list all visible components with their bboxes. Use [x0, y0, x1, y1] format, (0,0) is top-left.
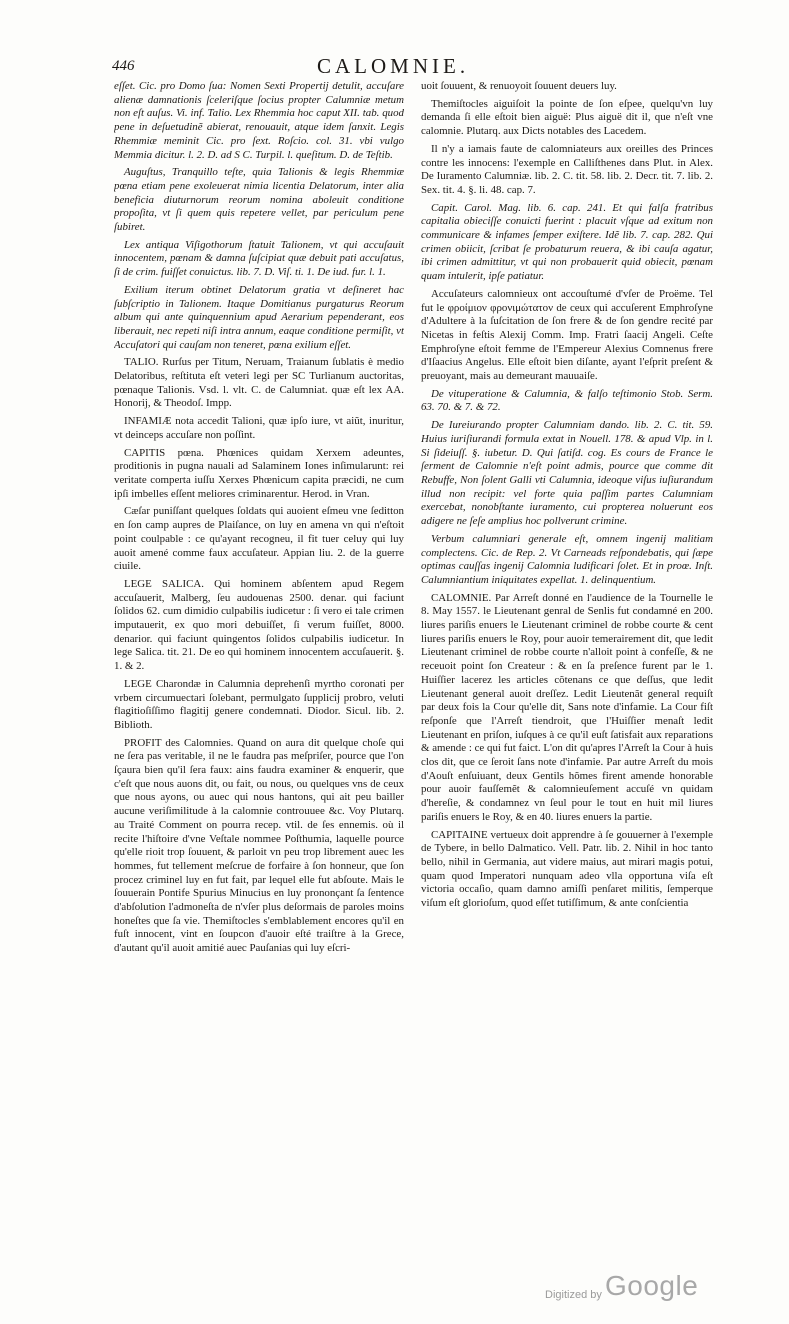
left-column [114, 80, 404, 1302]
paragraph: eſſet. Cic. pro Domo ſua: Nomen Sexti Propertij detulit, accuſare alienæ damnationis ſceleriſque ſocius propter Calumniæ metum non eſt auſus. Vi. inf. Talio. Lex Rhemmia hoc caput XII. tab. quod pene in deſuetudinẽ abierat, renouauit, atque idem ſanxit. Legis Rhemmiæ meminit Cic. pro ſext. Roſcio. col. 31. vbi vulgo Memmia dicitur. l. 2. D. ad S C. Turpil. l. queſitum. D. de Teſtib. [114, 80, 404, 161]
watermark-prefix: Digitized by [545, 1289, 602, 1301]
paragraph: Lex antiqua Viſigothorum ſtatuit Talionem, vt qui accuſauit innocentem, pœnam & damna ſuſcipiat quæ debuit pati accuſatus, ſi de crim. fuiſſet conuictus. lib. 7. D. Viſ. ti. 1. De iud. fur. l. 1. [114, 238, 404, 279]
paragraph: LEGE Charondæ in Calumnia deprehenſi myrtho coronati per vrbem circumuectari ſolebant, permulgato ſupplicij probro, veluti flagitioſiſſimo flagitij genere condemnati. Diodor. Sicul. lib. 2. Biblioth. [114, 677, 404, 731]
paragraph: Accuſateurs calomnieux ont accouſtumé d'vſer de Proëme. Tel fut le φροίμιον φρονιμώτατον de ceux qui accuſerent Emphroſyne d'Adultere à la ſuſcitation de ſon frere & de ſon gendre recité par Nicetas in feſtis Alexij Comm. Imp. Fratri ſaacij Angeli. Ceſte Emphroſyne eſtoit femme de l'Empereur Alexius Comnenus frere d'Iſaacius Angelus. Elle eſtoit bien diſante, ayant l'eſprit preſent & preuoyant, mais au demeurant mauuaiſe. [421, 287, 713, 383]
paragraph: De vituperatione & Calumnia, & falſo teſtimonio Stob. Serm. 63. 70. & 7. & 72. [421, 387, 713, 414]
paragraph: De Iureiurando propter Calumniam dando. lib. 2. C. tit. 59. Huius iuriſiurandi formula extat in Nouell. 178. & apud Vlp. in l. Si ſideiuſſ. §. iubetur. D. Qui ſatiſd. cog. Es cours de France le ſerment de Calomnie n'eſt point admis, pource que comme dit Rebuffe, Non ſolent Galli vti Calumnia, ideoque viſus iuſiurandum illud non recipit: vel forte quia paſſim partes Calumniam exercebat, nonobſtante iuramento, cui propterea noluerunt eos adigere ne ſeſe amplius hoc pollverunt crimine. [421, 419, 713, 528]
google-watermark [545, 1270, 725, 1310]
paragraph: Cæſar puniſſant quelques ſoldats qui auoient eſmeu vne ſeditton en ſon camp aupres de Plaiſance, on luy en amena vn qui n'eſtoit point coulpable : ce qu'ayant recogneu, il fit tuer celuy qui luy auoit amené comme faux accuſateur. Appian liu. 2. de la guerre ciuile. [114, 505, 404, 573]
right-column [421, 80, 713, 1302]
paragraph: PROFIT des Calomnies. Quand on aura dit quelque choſe qui ne ſera pas veritable, il ne le faudra pas meſpriſer, pource que l'on ſçaura bien qu'il ſera faux: ains faudra examiner & enquerir, que c'eſt que nous auons dit, ou fait, ou nous, ou quelques vns de ceux que nous ayons, ou auec qui nous hantons, qui ait peu bailler aucune veriſimilitude à la calomnie controuuee &c. Voy Plutarq. au Traité Comment on pourra recep. vtil. de ſes ennemis. où il recite l'hiſtoire d'vne Veſtale nommee Poſthumia, laquelle pource qu'elle rioit trop ſouuent, & parloit vn peu trop librement auec les hommes, fut tellement meſcrue de forfaire à ſon honneur, que ſon procez criminel luy en fut fait, par lequel elle fut abſoute. Mais le ſouuerain Pontife Spurius Minucius en luy prononçant ſa ſentence d'abſolution l'admoneſta de n'vſer plus deſormais de paroles moins honeſtes que ſa vie. Themiſtocles s'emblablement encores qu'il en fuſt innocent, vint en ſoupcon d'auoir eſté traiſtre à la Grece, d'autant qu'il auoit amitié auec Pauſanias qui luy eſcri- [114, 736, 404, 955]
paragraph: Capit. Carol. Mag. lib. 6. cap. 241. Et qui falſa fratribus capitalia obieciſſe conuicti fuerint : placuit vſque ad exitum non communicare & infames ſemper exiſtere. Idẽ lib. 7. cap. 282. Qui crimen obiicit, ſcribat ſe probaturum reuera, & ibi cauſa agatur, ibi crimen admittitur, vt qui non probauerit quid obiecit, pœnam quam intulerit, ipſe patiatur. [421, 201, 713, 283]
page-header [112, 52, 672, 82]
paragraph: LEGE SALICA. Qui hominem abſentem apud Regem accuſauerit, Malberg, ſeu audouenas 2500. denar. qui faciunt ſolidos 62. cum dimidio culpabilis iudicetur : ſi vero ei tale crimen imputauerit, ex quo mori debuiſſet, ſi verum fuiſſet, 8000. denarior. qui faciunt quingentos ſolidos culpabilis iudicetur. In lege Salica. tit. 21. De eo qui hominem innocentem accuſauerit. §. 1. & 2. [114, 577, 404, 673]
paragraph: Themiſtocles aiguiſoit la pointe de ſon eſpee, quelqu'vn luy demanda ſi elle eſtoit bien aiguë: Plus aiguë dit il, que n'eſt vne calomnie. Plutarq. aux Dicts notables des Lacedem. [421, 97, 713, 138]
paragraph: INFAMIÆ nota accedit Talioni, quæ ipſo iure, vt aiũt, inuritur, vt deinceps accuſare non poſſint. [114, 415, 404, 441]
paragraph: Auguſtus, Tranquillo teſte, quia Talionis & legis Rhemmiæ pœna etiam pene exoleuerat nimia licentia Delatorum, inter alia beneficia diuturnorum reorum nomina aboleuit conditione propoſita, vt ſi quem quis repetere vellet, par periculum pene ſubiret. [114, 166, 404, 234]
page-number: 446 [112, 58, 135, 74]
paragraph: CALOMNIE. Par Arreſt donné en l'audience de la Tournelle le 8. May 1557. le Lieutenant genral de Senlis fut condamné en 200. liures pariſis enuers le Lieutenant criminel de robbe courte & cent liures pariſis enuers le Roy, pour auoir temerairement dit, que ledit Lieutenant criminel de robbe courte n'alloit point à confeſſe, & ne receuoit point ſon Createur : & en ſa preſence furent par le 1. Huiſſier lacerez les articles cõtenans ce que deſſus, que ledit Lieutenant general auoit dreſſez. Ledit Lieutenãt general requiſt par deux fois la Cour qu'elle dit, Sans note d'infamie. La Cour fiſt reſponſe que l'Arreſt tiendroit, que l'Huiſſier menaſt ledit Lieutenant en priſon, iuſques à ce qu'il euſt ſatisfait aux reparations & amende : ce qui fut faict. L'on dit qu'apres l'Arreſt la Cour à huis clos dit, que ce ſeroit ſans note d'infamie. Par autre Arreſt du mois d'Aouſt enſuiuant, deux Gentils hõmes firent amende honorable pour auoir fauſſemẽt & calomnieuſement accuſé vn quidam d'hereſie, & condamnez vn ſeul pour le tout en huit mil liures pariſis enuers le Roy, & en 40. liures enuers la partie. [421, 591, 713, 823]
google-logo: Google [605, 1270, 699, 1301]
paragraph: CAPITIS pœna. Phœnices quidam Xerxem adeuntes, proditionis in pugna nauali ad Salaminem Iones inſimularunt: rei veritate comperta iuſſu Xerxes Phœnicum capita præcidi, ne cum ipſi imbelles eſſent meliores criminarentur. Herod. in Vran. [114, 446, 404, 500]
paragraph: uoit ſouuent, & renuoyoit ſouuent deuers luy. [421, 80, 617, 92]
running-head: CALOMNIE. [317, 54, 470, 78]
paragraph: Il n'y a iamais faute de calomniateurs aux oreilles des Princes contre les innocens: l'exemple en Calliſthenes dans Plut. in Alex. De Iuramento Calumniæ. lib. 2. C. tit. 58. lib. 2. Decr. tit. 7. lib. 2. Sex. tit. 4. §. li. 48. cap. 7. [421, 142, 713, 196]
paragraph: CAPITAINE vertueux doit apprendre à ſe gouuerner à l'exemple de Tybere, in bello Dalmatico. Vell. Patr. lib. 2. Nihil in hoc tanto bello, nihil in Germania, aut videre maius, aut mirari magis potui, quam quod Imperatori nunquam adeo vlla opportuna viſa eſt victoria occaſio, quam damno amiſſi penſaret militis, ſemperque viſum eſt glorioſum, quod eſſet tutiſſimum, & ante conſcientia [421, 828, 713, 910]
paragraph: Verbum calumniari generale eſt, omnem ingenij malitiam complectens. Cic. de Rep. 2. Vt Carneads reſpondebatis, qui ſæpe optimas cauſſas ingenij Calomnia ludificari ſolet. Et in proœ. Inſt. Calumniantium iniquitates expellat. 1. delinquentium. [421, 532, 713, 586]
paragraph: Exilium iterum obtinet Delatorum gratia vt deſineret hac ſubſcriptio in Talionem. Itaque Domitianus purgaturus Reorum album qui ante quinquennium apud Aerarium pependerant, eos liberauit, nec repeti niſi intra annum, eaque conditione permiſit, vt Accuſatori qui cauſam non teneret, pœna exilium eſſet. [114, 283, 404, 351]
paragraph: TALIO. Rurſus per Titum, Neruam, Traianum ſublatis è medio Delatoribus, reſtituta eſt veteri legi per SC Turlianum auctoritas, pœnaque Talionis. Vsd. l. vlt. C. de Calumniat. quæ eſt lex AA. Honorij, & Theodoſ. Impp. [114, 356, 404, 410]
